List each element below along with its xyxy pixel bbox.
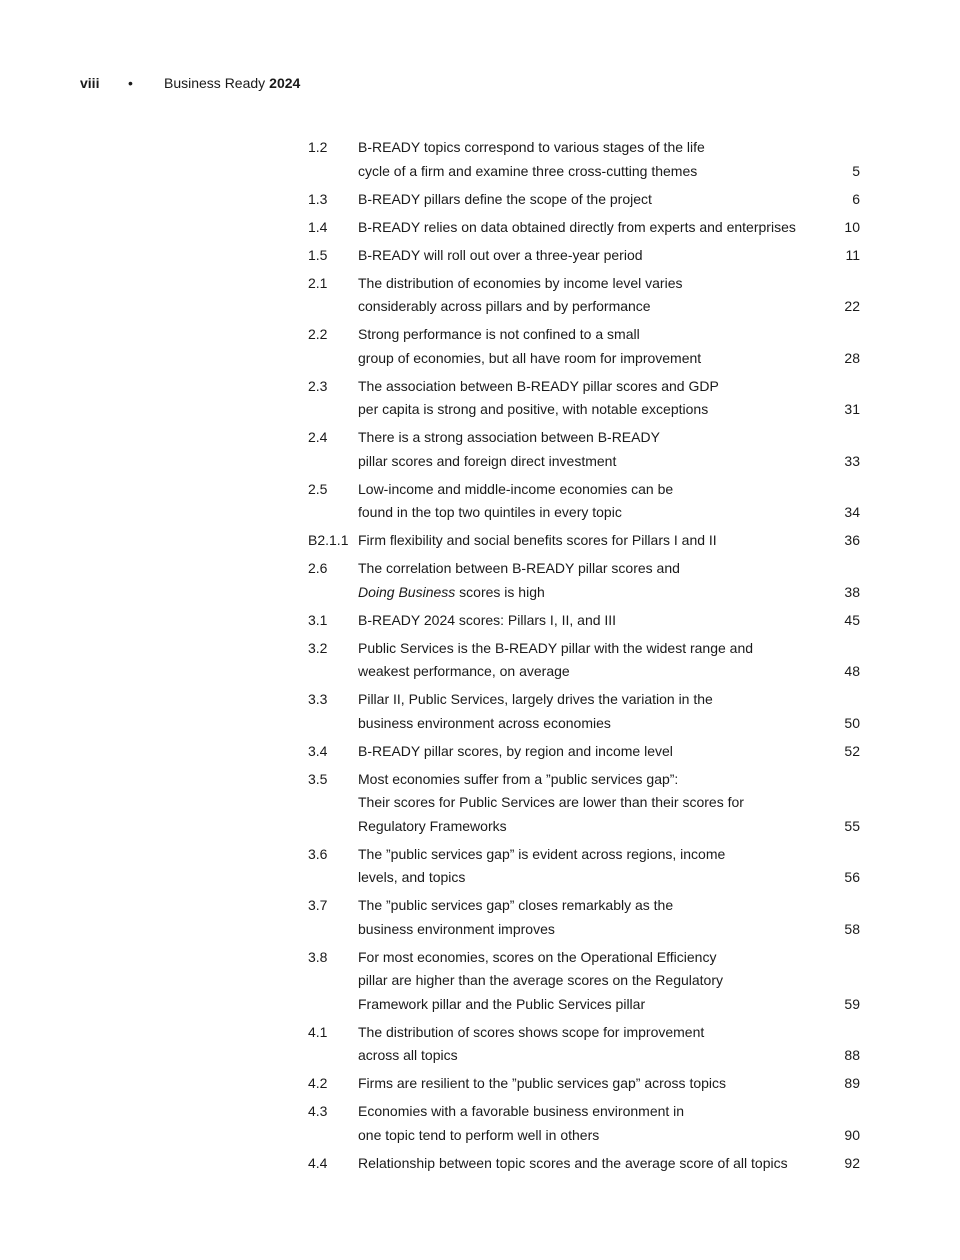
entry-title: There is a strong association between B-READY pillar scores and foreign direct investment bbox=[358, 429, 660, 469]
entry-title: Relationship between topic scores and the average score of all topics bbox=[358, 1154, 788, 1171]
entry-page-number: 22 bbox=[844, 298, 860, 314]
entry-page-number: 92 bbox=[844, 1154, 860, 1171]
publication-title: Business Ready bbox=[164, 75, 266, 91]
entry-page-number: 88 bbox=[844, 1047, 860, 1063]
entry-title: B-READY 2024 scores: Pillars I, II, and III bbox=[358, 611, 617, 628]
toc-entry[interactable] bbox=[308, 188, 860, 212]
entry-number: 3.1 bbox=[308, 611, 328, 628]
entry-page-number: 59 bbox=[844, 995, 860, 1012]
toc-entry[interactable] bbox=[308, 272, 860, 319]
entry-page-number: 50 bbox=[844, 714, 860, 731]
entry-page-number: 33 bbox=[844, 452, 860, 469]
entry-number: 2.3 bbox=[308, 377, 328, 394]
toc-entry[interactable] bbox=[308, 843, 860, 890]
entry-page-number: 11 bbox=[845, 246, 860, 263]
entry-number: B2.1.1 bbox=[308, 532, 349, 548]
entry-number: 4.3 bbox=[308, 1103, 328, 1119]
toc-entry[interactable] bbox=[308, 1152, 860, 1176]
entry-number: 4.1 bbox=[308, 1023, 328, 1040]
toc-entry[interactable] bbox=[308, 768, 860, 839]
entry-title: Firm flexibility and social benefits scores for Pillars I and II bbox=[358, 532, 717, 548]
entry-number: 3.8 bbox=[308, 948, 328, 965]
toc-entry[interactable] bbox=[308, 216, 860, 240]
page-number: viii bbox=[80, 75, 100, 91]
entry-title bbox=[358, 557, 826, 604]
entry-page-number: 38 bbox=[844, 583, 860, 600]
toc-entry[interactable] bbox=[308, 244, 860, 268]
entry-title-line: The correlation between B-READY pillar scores and bbox=[358, 560, 680, 576]
entry-page-number: 34 bbox=[844, 504, 860, 520]
toc-entry[interactable] bbox=[308, 375, 860, 422]
publication-year: 2024 bbox=[269, 75, 301, 91]
entry-title: Firms are resilient to the ”public services gap” across topics bbox=[358, 1075, 727, 1091]
toc-entry[interactable] bbox=[308, 136, 860, 183]
entry-title: Low-income and middle-income economies can be found in the top two quintiles in every topic bbox=[358, 480, 674, 520]
entry-title: For most economies, scores on the Operational Efficiency pillar are higher than the average scores on the Regulatory Framework pillar and the Public Services pillar bbox=[358, 948, 723, 1012]
entry-page-number: 89 bbox=[844, 1075, 860, 1091]
entry-number: 2.1 bbox=[308, 274, 328, 291]
entry-page-number: 36 bbox=[844, 532, 860, 548]
entry-title-italic: Doing Business bbox=[358, 583, 456, 600]
toc-entry[interactable] bbox=[308, 426, 860, 473]
entry-number: 3.6 bbox=[308, 845, 328, 862]
entry-number: 2.5 bbox=[308, 480, 328, 497]
entry-number: 3.5 bbox=[308, 770, 328, 787]
entry-title: Economies with a favorable business environment in one topic tend to perform well in others bbox=[358, 1103, 685, 1143]
entry-page-number: 90 bbox=[844, 1126, 860, 1143]
list-of-figures bbox=[308, 136, 860, 1180]
toc-entry[interactable] bbox=[308, 529, 860, 553]
entry-number: 2.4 bbox=[308, 429, 328, 445]
entry-page-number: 48 bbox=[844, 663, 860, 679]
entry-number: 1.5 bbox=[308, 246, 328, 263]
entry-title: B-READY relies on data obtained directly from experts and enterprises bbox=[358, 218, 796, 235]
entry-title: Public Services is the B-READY pillar with the widest range and weakest performance, on average bbox=[358, 639, 754, 679]
entry-title: The distribution of scores shows scope for improvement across all topics bbox=[358, 1023, 705, 1063]
entry-number: 4.4 bbox=[308, 1154, 328, 1171]
entry-number: 3.4 bbox=[308, 742, 328, 759]
entry-page-number: 10 bbox=[844, 218, 860, 235]
entry-title: B-READY pillars define the scope of the project bbox=[358, 190, 652, 207]
entry-title: Pillar II, Public Services, largely drives the variation in the business environment across economies bbox=[358, 691, 713, 731]
toc-entry[interactable] bbox=[308, 609, 860, 633]
toc-entry[interactable] bbox=[308, 740, 860, 764]
entry-page-number: 28 bbox=[844, 349, 860, 366]
entry-number: 3.3 bbox=[308, 691, 328, 707]
entry-page-number: 45 bbox=[844, 611, 860, 628]
header-bullet: • bbox=[128, 75, 133, 91]
entry-page-number: 58 bbox=[844, 920, 860, 937]
toc-entry[interactable] bbox=[308, 1100, 860, 1147]
toc-entry[interactable] bbox=[308, 1072, 860, 1096]
entry-number: 2.2 bbox=[308, 326, 328, 342]
entry-number: 2.6 bbox=[308, 560, 328, 576]
entry-number: 3.7 bbox=[308, 897, 328, 913]
entry-title: Strong performance is not confined to a small group of economies, but all have room for improvement bbox=[358, 326, 702, 366]
entry-number: 1.3 bbox=[308, 190, 328, 207]
toc-entry[interactable] bbox=[308, 323, 860, 370]
entry-page-number: 6 bbox=[852, 190, 860, 207]
toc-entry[interactable] bbox=[308, 894, 860, 941]
entry-page-number: 56 bbox=[844, 869, 860, 885]
entry-title: B-READY will roll out over a three-year period bbox=[358, 246, 643, 263]
entry-number: 1.4 bbox=[308, 218, 328, 235]
entry-page-number: 55 bbox=[844, 817, 860, 834]
entry-title: The ”public services gap” closes remarkably as the business environment improves bbox=[358, 897, 674, 937]
entry-title: The association between B-READY pillar scores and GDP per capita is strong and positive, with notable exceptions bbox=[358, 377, 719, 417]
entry-title: B-READY topics correspond to various stages of the life cycle of a firm and examine three cross-cutting themes bbox=[358, 139, 705, 179]
entry-page-number: 31 bbox=[844, 401, 860, 417]
toc-entry[interactable] bbox=[308, 637, 860, 684]
toc-entry[interactable] bbox=[308, 478, 860, 525]
entry-page-number: 5 bbox=[852, 162, 860, 179]
entry-title: The distribution of economies by income level varies considerably across pillars and by performance bbox=[358, 274, 683, 314]
toc-entry[interactable] bbox=[308, 1021, 860, 1068]
toc-entry[interactable] bbox=[308, 557, 860, 604]
toc-entry[interactable] bbox=[308, 946, 860, 1017]
entry-page-number: 52 bbox=[844, 742, 860, 759]
running-header bbox=[80, 74, 300, 92]
entry-title: B-READY pillar scores, by region and income level bbox=[358, 742, 673, 759]
entry-title-rest: scores is high bbox=[455, 583, 545, 600]
entry-title: The ”public services gap” is evident across regions, income levels, and topics bbox=[358, 845, 726, 885]
entry-number: 4.2 bbox=[308, 1075, 328, 1091]
entry-number: 3.2 bbox=[308, 639, 328, 656]
entry-number: 1.2 bbox=[308, 139, 328, 155]
entry-title: Most economies suffer from a ”public services gap”: Their scores for Public Services are lower than their scores for Regulatory Frameworks bbox=[358, 770, 744, 834]
toc-entry[interactable] bbox=[308, 688, 860, 735]
